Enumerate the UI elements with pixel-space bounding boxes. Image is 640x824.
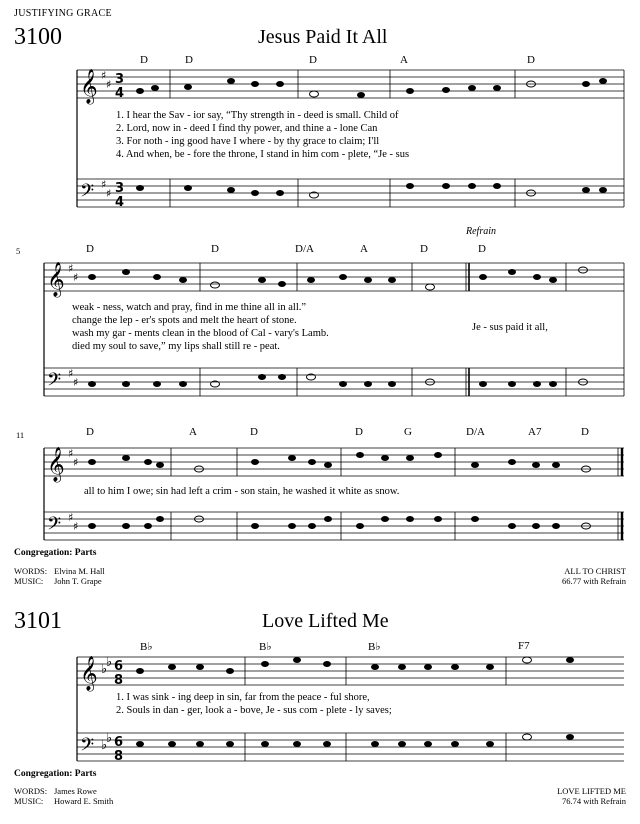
chord: D (355, 426, 363, 438)
svg-text:𝄞: 𝄞 (47, 447, 65, 482)
chord: A (189, 426, 197, 438)
svg-text:6: 6 (114, 735, 124, 750)
svg-text:𝄢: 𝄢 (47, 370, 62, 395)
words-author: Elvina M. Hall (54, 566, 105, 576)
verse-4-line: died my soul to save,” my lips shall still re - peat. (72, 341, 280, 352)
verse-2-line: 2. Souls in dan - ger, look a - bove, Je - sus com - plete - ly saves; (116, 705, 392, 716)
music-label: MUSIC: (14, 796, 44, 806)
meter: 66.77 with Refrain (562, 576, 626, 586)
svg-text:♯: ♯ (106, 187, 112, 200)
svg-text:4: 4 (115, 195, 125, 210)
svg-text:♯: ♯ (101, 178, 107, 191)
verse-1-line: 1. I was sink - ing deep in sin, far from the peace - ful shore, (116, 692, 370, 703)
svg-text:3: 3 (115, 181, 125, 196)
words-label: WORDS: (14, 566, 48, 576)
chord: D (86, 243, 94, 255)
music-author: Howard E. Smith (54, 796, 114, 806)
svg-text:♯: ♯ (68, 447, 74, 460)
section-header: JUSTIFYING GRACE (14, 8, 112, 19)
chord: D/A (466, 426, 485, 438)
svg-text:♯: ♯ (73, 376, 79, 389)
svg-text:♯: ♯ (73, 456, 79, 469)
svg-text:8: 8 (114, 673, 124, 688)
chord: D (211, 243, 219, 255)
words-label: WORDS: (14, 786, 48, 796)
svg-text:8: 8 (114, 749, 124, 764)
verse-3-line: 3. For noth - ing good have I where - by thy grace to claim; I'll (116, 136, 380, 147)
verse-2-line: 2. Lord, now in - deed I find thy power, and thine a - lone Can (116, 123, 378, 134)
refrain-line: Je - sus paid it all, (472, 322, 548, 333)
chord: D (527, 54, 535, 66)
music-author: John T. Grape (54, 576, 102, 586)
measure-number: 11 (16, 430, 25, 440)
svg-text:♯: ♯ (73, 271, 79, 284)
svg-text:𝄢: 𝄢 (47, 514, 62, 539)
refrain-label: Refrain (466, 226, 496, 237)
chord: A (400, 54, 408, 66)
chord: A7 (528, 426, 542, 438)
hymn-number: 3101 (14, 608, 62, 634)
staff-treble-3 (44, 448, 624, 476)
hymn-title: Jesus Paid It All (258, 26, 388, 48)
chord: A (360, 243, 368, 255)
svg-text:♯: ♯ (68, 367, 74, 380)
verse-3-line: wash my gar - ments clean in the blood of Cal - vary's Lamb. (72, 328, 329, 339)
verse-1-line: weak - ness, watch and pray, find in me thine all in all.” (72, 302, 307, 313)
verse-1-line: 1. I hear the Sav - ior say, “Thy strength in - deed is small. Child of (116, 110, 399, 121)
svg-text:4: 4 (115, 86, 125, 101)
svg-text:𝄞: 𝄞 (80, 69, 98, 104)
tune-name: ALL TO CHRIST (564, 566, 626, 576)
chord: F7 (518, 640, 530, 652)
chord: D (581, 426, 589, 438)
svg-text:♯: ♯ (68, 262, 74, 275)
svg-text:♯: ♯ (106, 78, 112, 91)
chord: D (309, 54, 317, 66)
chord: D (250, 426, 258, 438)
chord: B♭ (259, 641, 272, 653)
chord: G (404, 426, 412, 438)
words-author: James Rowe (54, 786, 97, 796)
svg-text:6: 6 (114, 659, 124, 674)
svg-text:♭: ♭ (106, 731, 113, 746)
svg-text:𝄢: 𝄢 (80, 181, 95, 206)
verse-2-line: change the lep - er's spots and melt the heart of stone. (72, 315, 297, 326)
svg-text:♭: ♭ (101, 662, 108, 677)
verse-4-line: 4. And when, be - fore the throne, I stand in him com - plete, “Je - sus (116, 149, 410, 160)
music-label: MUSIC: (14, 576, 44, 586)
measure-number: 5 (16, 246, 21, 256)
staff-treble-1 (77, 70, 624, 98)
chord: D (86, 426, 94, 438)
chord: D (420, 243, 428, 255)
chord: D (185, 54, 193, 66)
hymn-title: Love Lifted Me (262, 610, 389, 632)
svg-text:♭: ♭ (101, 738, 108, 753)
chord: D/A (295, 243, 314, 255)
chord: D (140, 54, 148, 66)
hymn-number: 3100 (14, 24, 62, 50)
svg-text:♯: ♯ (73, 520, 79, 533)
staff-treble-4 (77, 657, 624, 685)
chord: D (478, 243, 486, 255)
chord: B♭ (140, 641, 153, 653)
svg-text:♭: ♭ (106, 655, 113, 670)
refrain-line: all to him I owe; sin had left a crim - son stain, he washed it white as snow. (84, 486, 400, 497)
svg-text:𝄞: 𝄞 (80, 656, 98, 691)
staff-bass-1 (77, 179, 624, 207)
svg-text:♯: ♯ (101, 69, 107, 82)
svg-text:𝄞: 𝄞 (47, 262, 65, 297)
chord: B♭ (368, 641, 381, 653)
congregation-note: Congregation: Parts (14, 769, 97, 779)
svg-text:♯: ♯ (68, 511, 74, 524)
svg-text:𝄢: 𝄢 (80, 735, 95, 760)
svg-text:3: 3 (115, 72, 125, 87)
congregation-note: Congregation: Parts (14, 548, 97, 558)
tune-name: LOVE LIFTED ME (557, 786, 626, 796)
staff-bass-4 (77, 733, 624, 761)
meter: 76.74 with Refrain (562, 796, 626, 806)
